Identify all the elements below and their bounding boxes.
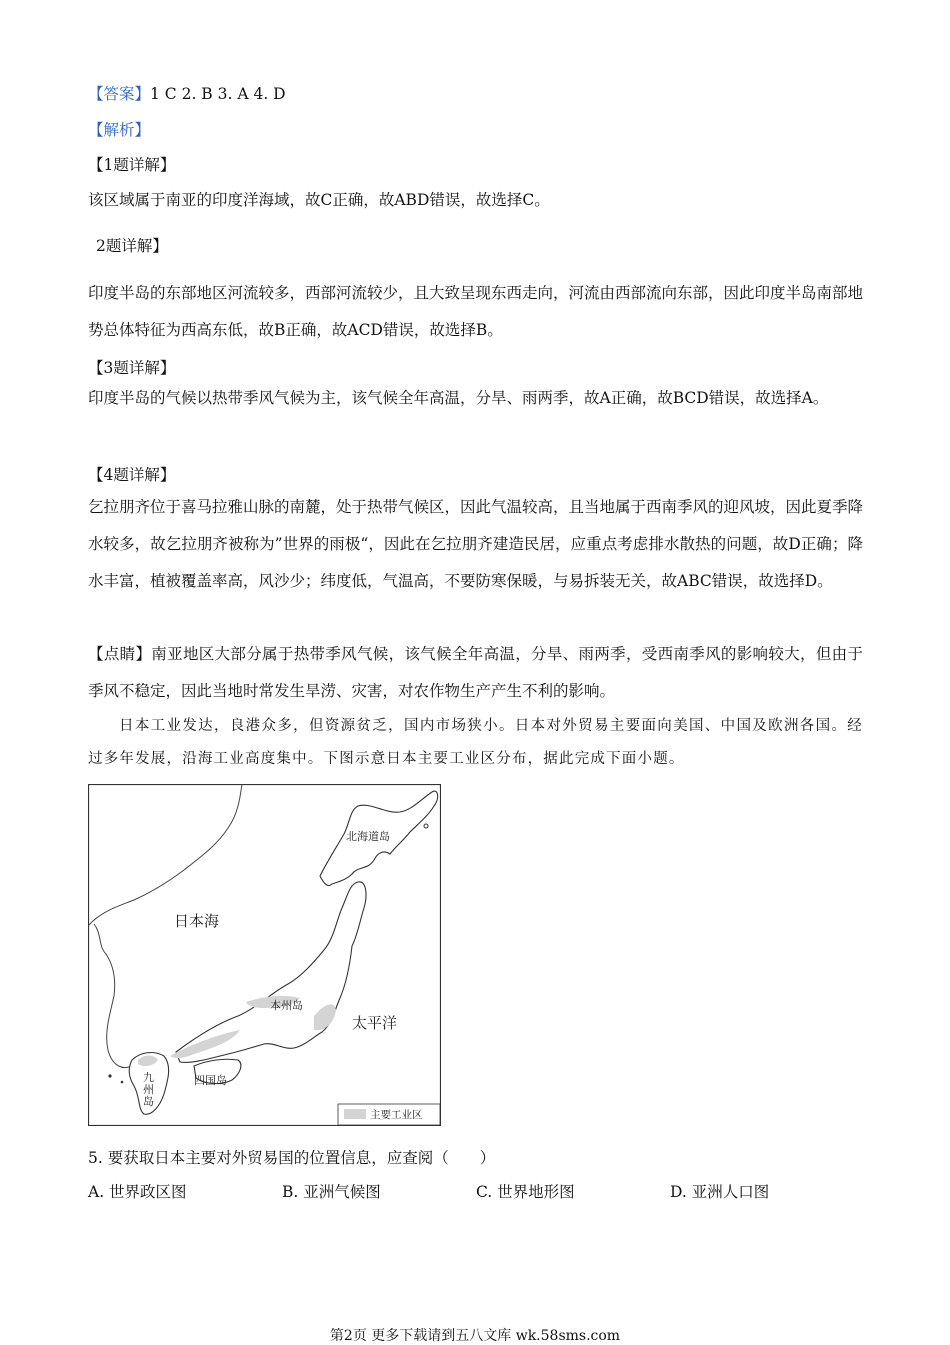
- answer-line: [88, 82, 286, 104]
- q5-stem: 5. 要获取日本主要对外贸易国的位置信息，应查阅（ ）: [88, 1149, 496, 1167]
- option-d: D. 亚洲人口图: [670, 1183, 770, 1201]
- legend-swatch: [344, 1109, 366, 1119]
- q1-body: 该区域属于南亚的印度洋海域，故C正确，故ABD错误，故选择C。: [88, 191, 550, 209]
- intro-paragraph: 日本工业发达，良港众多，但资源贫乏，国内市场狭小。日本对外贸易主要面向美国、中国及欧洲各国。经过多年发展，沿海工业高度集中。下图示意日本主要工业区分布，据此完成下面小题。: [88, 718, 863, 767]
- label-kyushu: 岛: [143, 1095, 154, 1108]
- japan-industrial-map: [88, 784, 441, 1126]
- q2-heading: 2题详解】: [96, 237, 168, 255]
- small-island: [108, 1074, 111, 1077]
- answer-tag: 【答案】: [88, 85, 151, 103]
- analysis-tag: 【解析】: [88, 121, 151, 139]
- small-island: [121, 1081, 124, 1084]
- comment-tag: 【点睛】: [88, 645, 152, 663]
- page-footer: 第2页 更多下载请到五八文库 wk.58sms.com: [329, 1328, 621, 1344]
- label-pacific: 太平洋: [352, 1014, 398, 1032]
- q3-body: 印度半岛的气候以热带季风气候为主，该气候全年高温，分旱、雨两季，故A正确，故BCD错误，故选择A。: [88, 389, 829, 407]
- legend-label: 主要工业区: [370, 1109, 423, 1121]
- small-island: [424, 824, 428, 828]
- label-kyushu: 州: [143, 1083, 154, 1096]
- comment-body: 南亚地区大部分属于热带季风气候，该气候全年高温，分旱、雨两季，受西南季风的影响较大，但由于季风不稳定，因此当地时常发生旱涝、灾害，对农作物生产产生不利的影响。: [88, 645, 863, 700]
- option-c: C. 世界地形图: [476, 1183, 575, 1201]
- q4-body: 乞拉朋齐位于喜马拉雅山脉的南麓，处于热带气候区，因此气温较高，且当地属于西南季风的迎风坡，因此夏季降水较多，故乞拉朋齐被称为”世界的雨极“，因此在乞拉朋齐建造民居，应重点考虑排水散热的问题，故D正确；降水丰富，植被覆盖率高，风沙少；纬度低，气温高，不要防寒保暖，与易拆装无关，故ABC错误，故选择D。: [88, 498, 864, 590]
- q2-body: 印度半岛的东部地区河流较多，西部河流较少，且大致呈现东西走向，河流由西部流向东部，因此印度半岛南部地势总体特征为西高东低，故B正确，故ACD错误，故选择B。: [88, 284, 864, 339]
- label-sea-of-japan: 日本海: [174, 912, 220, 930]
- label-kyushu: 九: [143, 1071, 154, 1084]
- option-a: A. 世界政区图: [88, 1183, 187, 1201]
- q3-heading: 【3题详解】: [88, 359, 176, 377]
- answer-text: 1 C 2. B 3. A 4. D: [150, 85, 286, 103]
- q4-heading: 【4题详解】: [88, 466, 176, 484]
- label-hokkaido: 北海道岛: [346, 830, 390, 843]
- label-honshu: 本州岛: [270, 999, 303, 1012]
- comment-block: [88, 636, 863, 710]
- option-b: B. 亚洲气候图: [282, 1183, 381, 1201]
- q1-heading: 【1题详解】: [88, 156, 176, 174]
- label-shikoku: 四国岛: [194, 1074, 227, 1087]
